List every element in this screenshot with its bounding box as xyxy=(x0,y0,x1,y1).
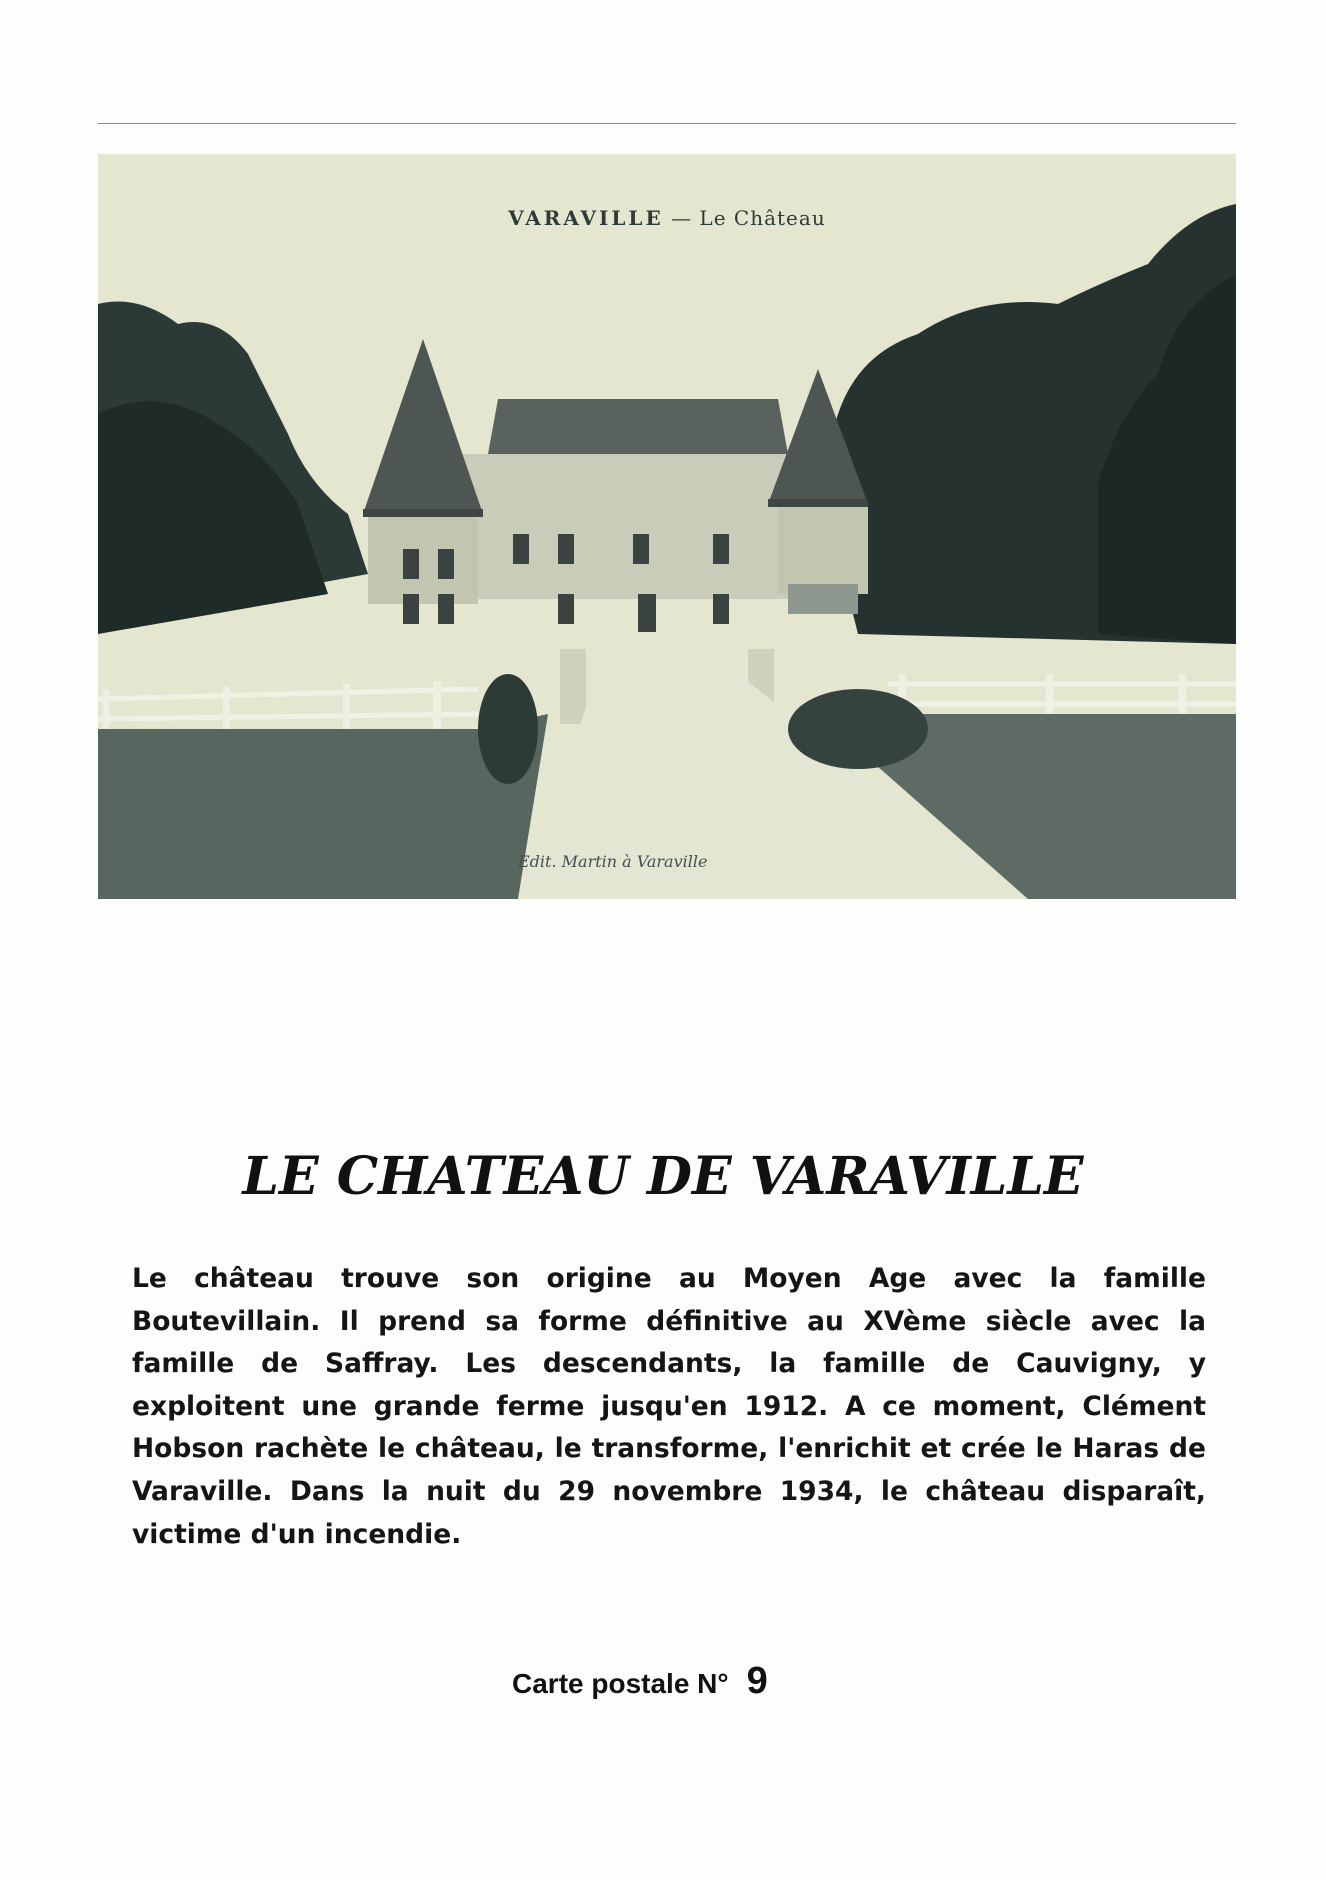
chateau-photo xyxy=(98,154,1236,899)
page-title: LE CHATEAU DE VARAVILLE xyxy=(242,1146,1084,1207)
postcard-caption xyxy=(98,206,1236,230)
postcard-number-line xyxy=(512,1660,768,1703)
postcard-caption-place: VARAVILLE xyxy=(508,206,664,230)
postcard-editor: Edit. Martin à Varaville xyxy=(518,852,708,871)
postcard-number: 9 xyxy=(746,1660,768,1702)
top-rule xyxy=(98,123,1236,124)
body-paragraph: Le château trouve son origine au Moyen Age avec la famille Boutevillain. Il prend sa forme définitive au XVème siècle avec la famille de Saffray. Les descendants, la famille de Cauvigny, y exploitent une grande ferme jusqu'en 1912. A ce moment, Clément Hobson rachète le château, le transforme, l'enrichit et crée le Haras de Varaville. Dans la nuit du 29 novembre 1934, le château disparaît, victime d'un incendie. xyxy=(132,1263,1206,1550)
postcard-caption-rest: — Le Château xyxy=(663,206,826,230)
postcard-image xyxy=(98,154,1236,899)
postcard-number-label: Carte postale N° xyxy=(512,1668,729,1699)
